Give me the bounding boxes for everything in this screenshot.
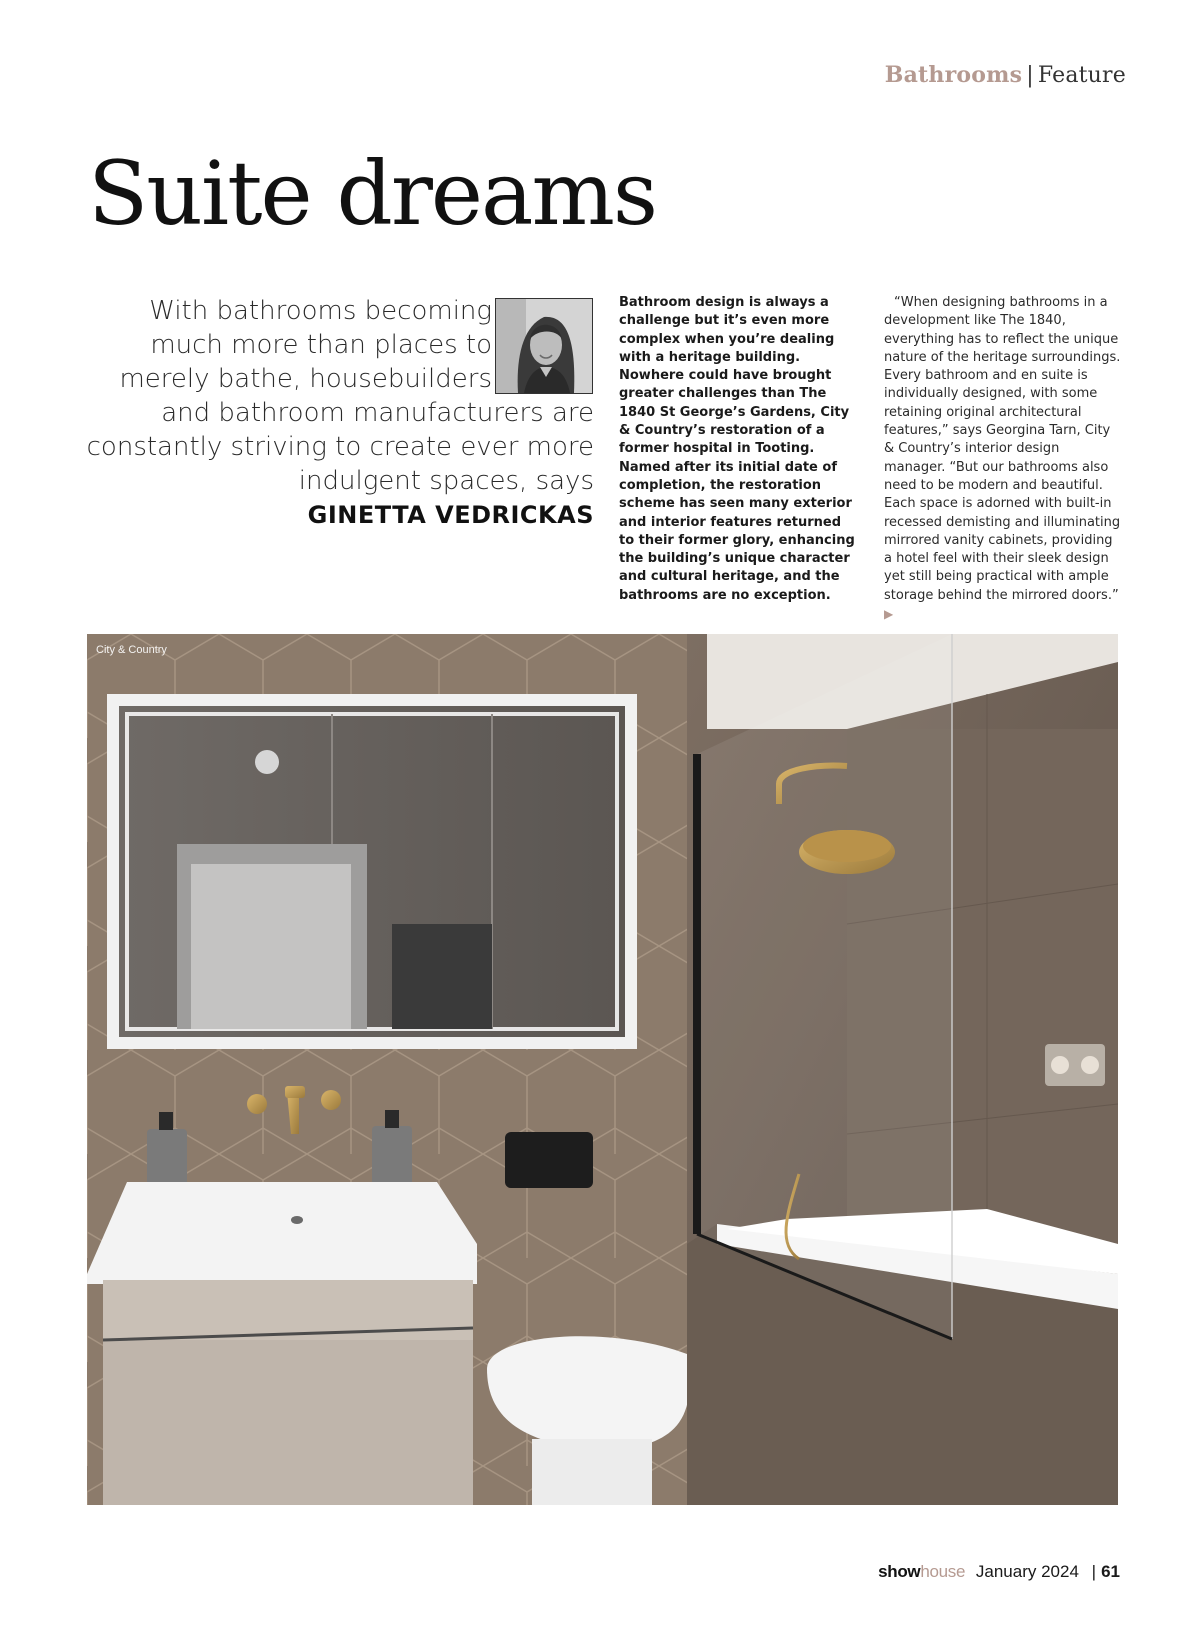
author-photo — [495, 298, 593, 394]
brand-show: show — [878, 1562, 921, 1581]
standfirst-text: With bathrooms becoming much more than places to merely bathe, housebuilders and bathroom manufacturers are constantly striving to create ever more indulgent spaces, says — [86, 296, 594, 496]
footer-separator: | — [1091, 1562, 1097, 1581]
section-name: Bathrooms — [884, 62, 1023, 88]
body-column-2-text: “When designing bathrooms in a development like The 1840, everything has to reflect the unique nature of the heritage surroundings. Every bathroom and en suite is individually designed, with some retaining original architectural features,” says Georgina Tarn, City & Country’s interior design manager. “But our bathrooms also need to be modern and beautiful. Each space is adorned with built-in recessed demisting and illuminating mirrored vanity cabinets, providing a hotel feel with their sleek design yet still being practical with ample storage behind the mirrored doors.” — [884, 295, 1121, 603]
body-column-1 — [619, 294, 859, 605]
brand-house: house — [920, 1562, 966, 1581]
body-column-1-text: Bathroom design is always a challenge but it’s even more complex when you’re dealing with a heritage building. Nowhere could have brought greater challenges than The 1840 St George’s Gardens, City & Country’s restoration of a former hospital in Tooting. Named after its initial date of completion, the restoration scheme has seen many exterior and interior features returned to their former glory, enhancing the building’s unique character and cultural heritage, and the bathrooms are no exception. — [619, 295, 855, 603]
headline: Suite dreams — [88, 142, 657, 245]
section-header — [885, 62, 1126, 88]
end-mark-icon: ▶ — [884, 607, 894, 622]
photo-credit: City & Country — [96, 644, 167, 656]
bathroom-photo — [87, 634, 1118, 1505]
author-byline: GINETTA VEDRICKAS — [307, 501, 594, 529]
issue-date: January 2024 — [975, 1562, 1079, 1581]
section-kind: Feature — [1037, 63, 1126, 88]
page-footer — [878, 1562, 1120, 1582]
body-column-2 — [884, 294, 1124, 624]
section-divider: | — [1026, 63, 1034, 88]
page-number: 61 — [1101, 1562, 1120, 1581]
